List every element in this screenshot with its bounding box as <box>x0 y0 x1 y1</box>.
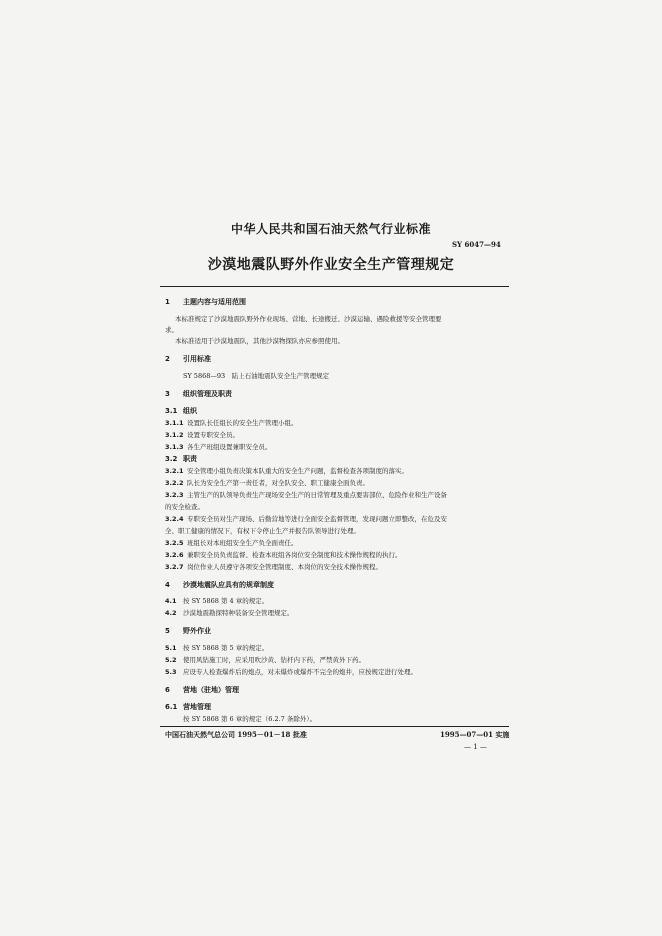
clause-5-3: 5.3 应设专人检查爆炸后的炮点，对未爆炸或爆炸不完全的炮井，应按规定进行处理。 <box>165 668 417 676</box>
section-1-heading: 1 主题内容与适用范围 <box>165 298 246 306</box>
clause-5-1: 5.1 按 SY 5868 第 5 章的规定。 <box>165 644 269 652</box>
clause-3-2-4: 3.2.4 专职安全员对生产现场、后勤营地等进行全面安全监督管理，发现问题立即整改，在危及安 <box>165 515 447 523</box>
title-divider <box>160 286 509 287</box>
section-1-para-2: 本标准适用于沙漠地震队，其他沙漠物探队亦应参照使用。 <box>175 337 344 345</box>
clause-3-2-4-cont: 全、职工健康的情况下，有权下令停止生产并报告队领导进行处理。 <box>165 527 360 535</box>
subsection-6-1-heading: 6.1 营地管理 <box>165 703 211 711</box>
section-6-heading: 6 营地（驻地）管理 <box>165 686 239 694</box>
clause-3-1-2: 3.1.2 设置专职安全员。 <box>165 431 239 439</box>
section-5-heading: 5 野外作业 <box>165 627 211 635</box>
clause-3-2-2: 3.2.2 队长为安全生产第一责任者，对全队安全、职工健康全面负责。 <box>165 479 369 487</box>
section-1-para-1: 本标准规定了沙漠地震队野外作业现场、营地、长途搬迁、沙漠运输、遇险救援等安全管理要 <box>175 315 442 323</box>
footer-divider <box>160 726 509 727</box>
clause-3-1-3: 3.1.3 各生产班组设置兼职安全员。 <box>165 443 272 451</box>
section-4-heading: 4 沙漠地震队应具有的规章制度 <box>165 581 274 589</box>
page-number: — 1 — <box>464 743 487 751</box>
clause-5-2: 5.2 使用风钻施工时，应采用吹沙黄、钻杆内下药，严禁黄外下药。 <box>165 656 365 664</box>
clause-4-1: 4.1 按 SY 5868 第 4 章的规定。 <box>165 597 269 605</box>
document-title: 沙漠地震队野外作业安全生产管理规定 <box>207 257 455 273</box>
standard-code: SY 6047—94 <box>452 240 501 249</box>
clause-6-1: 按 SY 5868 第 6 章的规定（6.2.7 条除外）。 <box>183 715 317 723</box>
clause-3-2-6: 3.2.6 兼职安全员负责监督、检查本班组各岗位安全制度和技术操作规程的执行。 <box>165 551 402 559</box>
approval-date: 中国石油天然气总公司 1995－01－18 批准 <box>165 730 307 739</box>
subsection-3-2-heading: 3.2 职责 <box>165 455 197 463</box>
clause-3-1-1: 3.1.1 设置队长任组长的安全生产管理小组。 <box>165 419 298 427</box>
implementation-date: 1995—07—01 实施 <box>440 730 510 739</box>
section-2-heading: 2 引用标准 <box>165 355 211 363</box>
clause-3-2-5: 3.2.5 班组长对本班组安全生产负全面责任。 <box>165 539 298 547</box>
clause-3-2-3: 3.2.3 主管生产的队领导负责生产现场安全生产的日常管理及重点要害部位、危险作业和生产设备 <box>165 491 447 499</box>
clause-3-2-3-cont: 的安全检查。 <box>165 503 204 511</box>
subsection-3-1-heading: 3.1 组织 <box>165 407 197 415</box>
clause-3-2-1: 3.2.1 安全管理小组负责决策本队重大的安全生产问题，监督检查各项制度的落实。 <box>165 467 408 475</box>
section-3-heading: 3 组织管理及职责 <box>165 390 232 398</box>
reference-standard: SY 5868—93 陆上石油地震队安全生产管理规定 <box>183 372 330 380</box>
org-standard-title: 中华人民共和国石油天然气行业标准 <box>230 222 431 236</box>
section-1-para-1-cont: 求。 <box>165 326 178 334</box>
clause-3-2-7: 3.2.7 岗位作业人员遵守各项安全管理制度、本岗位的安全技术操作规程。 <box>165 563 382 571</box>
clause-4-2: 4.2 沙漠地震勘探特种装备安全管理规定。 <box>165 609 294 617</box>
